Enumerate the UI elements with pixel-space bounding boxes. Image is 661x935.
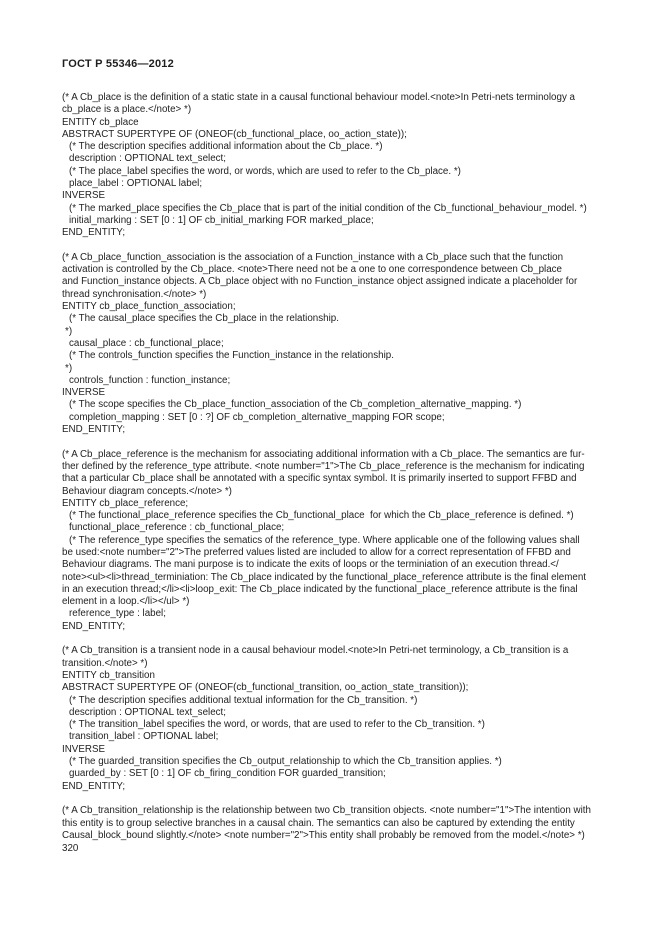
code-line: (* The controls_function specifies the Function_instance in the relationship. <box>69 350 394 362</box>
code-line: END_ENTITY; <box>62 620 126 632</box>
code-line: this entity is to group selective branches in a causal chain. The semantics can also be captured by extending the entity <box>62 817 575 829</box>
code-line: INVERSE <box>62 190 106 202</box>
entity-section-cb_transition <box>62 645 622 793</box>
code-line: *) <box>65 325 73 337</box>
code-line: transition.</note> *) <box>62 657 148 669</box>
code-line: (* The description specifies additional textual information for the Cb_transition. *) <box>69 694 418 706</box>
code-line: be used:<note number="2">The preferred values listed are included to allow for a correct representation of FFBD and <box>62 546 571 558</box>
code-line: (* A Cb_transition_relationship is the relationship between two Cb_transition objects. <note number="1">The intention with <box>62 805 591 817</box>
code-line: (* The scope specifies the Cb_place_function_association of the Cb_completion_alternative_mapping. *) <box>69 399 522 411</box>
entity-section-cb_place_reference <box>62 449 622 633</box>
document-body <box>62 92 622 842</box>
code-line: ENTITY cb_place_function_association; <box>62 301 236 313</box>
page-number: 320 <box>62 843 79 854</box>
code-line: that a particular Cb_place shall be annotated with a specific syntax symbol. It is primarily inserted to support FFBD and <box>62 473 577 485</box>
code-line: cb_place is a place.</note> *) <box>62 104 192 116</box>
code-line: reference_type : label; <box>69 608 166 620</box>
code-line: END_ENTITY; <box>62 227 126 239</box>
code-line: ABSTRACT SUPERTYPE OF (ONEOF(cb_functional_transition, oo_action_state_transition)); <box>62 682 469 694</box>
code-line: guarded_by : SET [0 : 1] OF cb_firing_condition FOR guarded_transition; <box>69 768 386 780</box>
code-line: and Function_instance objects. A Cb_place object with no Function_instance object assigned indicate a placeholder for <box>62 276 578 288</box>
code-line: controls_function : function_instance; <box>69 374 231 386</box>
code-line: (* The causal_place specifies the Cb_place in the relationship. <box>69 313 339 325</box>
code-line: *) <box>65 362 73 374</box>
code-line: transition_label : OPTIONAL label; <box>69 731 219 743</box>
code-line: Behaviour diagram concepts.</note> *) <box>62 485 232 497</box>
entity-section-cb_transition_relationship <box>62 805 622 842</box>
code-line: thread synchronisation.</note> *) <box>62 288 207 300</box>
code-line: Behaviour diagrams. The mani purpose is to indicate the exits of loops or the terminiation of an execution thread.</ <box>62 559 559 571</box>
code-line: (* A Cb_place_reference is the mechanism for associating additional information with a Cb_place. The semantics are fur- <box>62 448 585 460</box>
code-line: (* The place_label specifies the word, or words, which are used to refer to the Cb_place. *) <box>69 165 461 177</box>
code-line: (* The reference_type specifies the sematics of the reference_type. Where applicable one of the following values shall <box>69 534 580 546</box>
code-line: END_ENTITY; <box>62 780 126 792</box>
code-line: (* The functional_place_reference specifies the Cb_functional_place for which the Cb_place_reference is defined. *) <box>69 510 574 522</box>
code-line: INVERSE <box>62 387 106 399</box>
code-line: element in a loop.</li></ul> *) <box>62 596 190 608</box>
code-line: causal_place : cb_functional_place; <box>69 337 224 349</box>
entity-section-cb_place_function_association <box>62 252 622 436</box>
code-line: (* The description specifies additional information about the Cb_place. *) <box>69 141 383 153</box>
page-header: ГОСТ Р 55346—2012 <box>62 58 174 70</box>
entity-section-cb_place <box>62 92 622 240</box>
code-line: ther defined by the reference_type attribute. <note number="1">The Cb_place_reference is the mechanism for indicating <box>62 460 585 472</box>
code-line: ENTITY cb_place_reference; <box>62 497 189 509</box>
code-line: place_label : OPTIONAL label; <box>69 178 203 190</box>
code-line: ENTITY cb_transition <box>62 669 155 681</box>
code-line: (* A Cb_place_function_association is the association of a Function_instance with a Cb_place such that the function <box>62 251 564 263</box>
code-line: (* The guarded_transition specifies the Cb_output_relationship to which the Cb_transition applies. *) <box>69 756 502 768</box>
code-line: activation is controlled by the Cb_place. <note>There need not be a one to one correspondence between Cb_place <box>62 264 562 276</box>
code-line: in an execution thread;</li><li>loop_exit: The Cb_place indicated by the functional_place_reference attribute is the final <box>62 583 578 595</box>
code-line: note><ul><li>thread_terminiation: The Cb_place indicated by the functional_place_reference attribute is the final element <box>62 571 587 583</box>
code-line: functional_place_reference : cb_functional_place; <box>69 522 285 534</box>
code-line: completion_mapping : SET [0 : ?] OF cb_completion_alternative_mapping FOR scope; <box>69 411 445 423</box>
code-line: (* A Cb_transition is a transient node in a causal behaviour model.<note>In Petri-net terminology, a Cb_transition is a <box>62 645 569 657</box>
code-line: initial_marking : SET [0 : 1] OF cb_initial_marking FOR marked_place; <box>69 214 374 226</box>
code-line: (* The transition_label specifies the word, or words, that are used to refer to the Cb_transition. *) <box>69 719 485 731</box>
code-line: (* A Cb_place is the definition of a static state in a causal functional behaviour model.<note>In Petri-nets terminology a <box>62 92 576 103</box>
code-line: (* The marked_place specifies the Cb_place that is part of the initial condition of the Cb_functional_behaviour_model. *) <box>69 202 587 214</box>
code-line: Causal_block_bound slightly.</note> <note number="2">This entity shall probably be removed from the model.</note> *) <box>62 829 585 841</box>
code-line: ABSTRACT SUPERTYPE OF (ONEOF(cb_functional_place, oo_action_state)); <box>62 128 407 140</box>
code-line: END_ENTITY; <box>62 424 126 436</box>
code-line: description : OPTIONAL text_select; <box>69 153 226 165</box>
code-line: INVERSE <box>62 743 106 755</box>
code-line: ENTITY cb_place <box>62 116 139 128</box>
code-line: description : OPTIONAL text_select; <box>69 706 226 718</box>
